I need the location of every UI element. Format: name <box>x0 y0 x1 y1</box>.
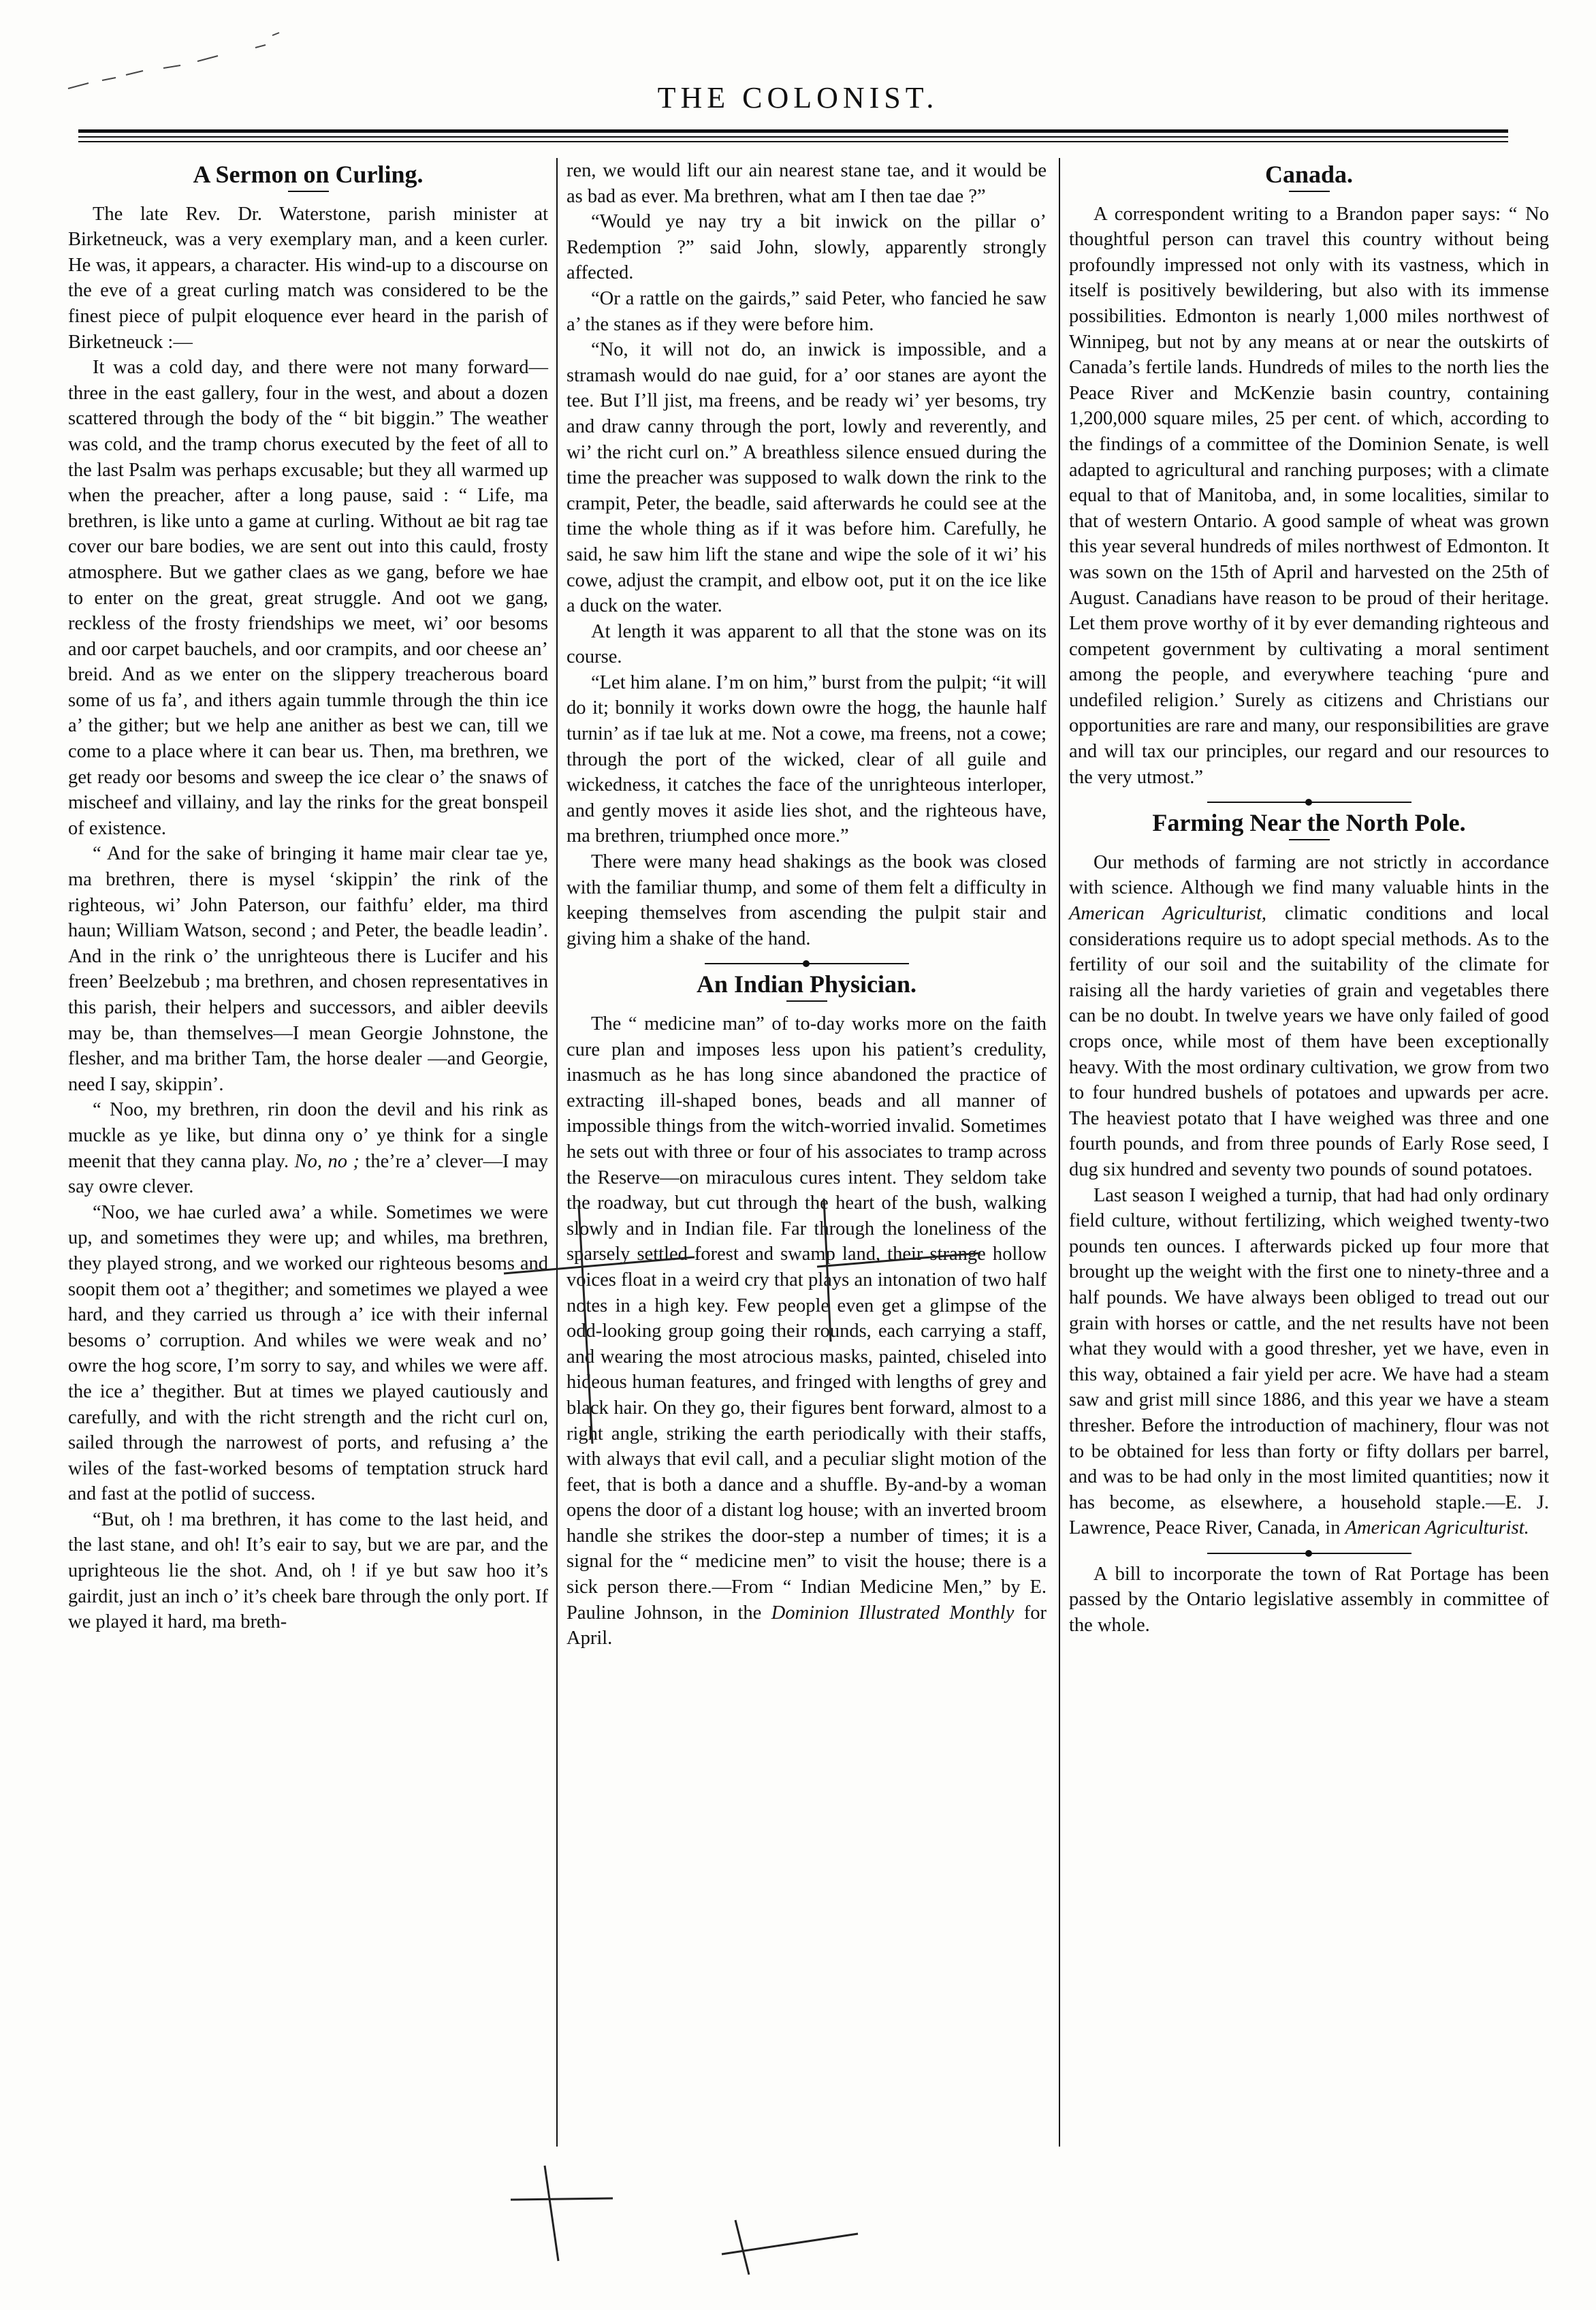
paragraph: There were many head shakings as the book was closed with the familiar thump, and some of them felt a difficulty in keeping themselves from ascending the pulpit stair and giving him a shake of the hand. <box>566 851 1047 949</box>
paragraph-text: Last season I weighed a turnip, that had had only ordinary field culture, without fertilizing, which weighed twenty-two pounds ten ounces. I afterwards picked up four more that brought up the weight with the first one to ninety-three and a half pounds. We have always been obliged to tread out our grain with horses or cattle, and the net results have not been what they would with a good thresher, yet we have, even in this way, obtained a fair yield per acre. We have had a steam saw and grist mill since 1886, and this year we have a steam thresher. Before the introduction of machinery, flour was not to be obtained for less than forty or fifty dollars per barrel, and was to be had only in the most limited quantities; now it has become, as elsewhere, a household staple.—E. J. Lawrence, Peace River, Canada, in <box>1069 1184 1549 1539</box>
article-title-canada: Canada. <box>1264 161 1354 188</box>
paragraph-text: the’re a’ clever—I may say owre clever. <box>68 1150 548 1198</box>
article-title-sermon-on-curling: A Sermon on Curling. <box>193 161 424 188</box>
paragraph-text: “ Noo, my brethren, rin doon the devil and his rink as muckle as ye like, but dinna ony o’ ye think for a single meenit that they canna play. <box>68 1099 548 1172</box>
column-divider-right <box>1059 158 1060 2147</box>
paragraph-text: Our methods of farming are not strictly in accordance with science. Although we find many valuable hints in the <box>1069 851 1549 899</box>
masthead-rule-third <box>78 141 1508 142</box>
masthead-title: THE COLONIST. <box>657 81 939 114</box>
paragraph: A bill to incorporate the town of Rat Portage has been passed by the Ontario legislative assembly in committee of the whole. <box>1069 1563 1549 1636</box>
paragraph: “Let him alane. I’m on him,” burst from the pulpit; “it will do it; bonnily it works down owre the hogg, the haunle half turnin’ as if tae luk at me. Not a cowe, ma freens, not a cowe; through the port of the wicked, clear of all guile and wickedness, it catches the face of the unrighteous interloper, and gently moves it aside lies shot, and the righteous have, ma brethren, triumphed once more.” <box>566 671 1047 847</box>
masthead-rule-top <box>78 129 1508 133</box>
paragraph: The late Rev. Dr. Waterstone, parish minister at Birketneuck, was a very exemplary man, and a keen curler. He was, it appears, a character. His wind-up to a discourse on the eve of a great curling match was considered to be the finest piece of pulpit eloquence ever heard in the parish of Birketneuck :— <box>68 203 548 353</box>
paragraph: At length it was apparent to all that the stone was on its course. <box>566 620 1047 668</box>
italic-text: American Agriculturist. <box>1345 1517 1529 1539</box>
paragraph-text: for April. <box>566 1602 1047 1649</box>
italic-text: No, no ; <box>294 1150 360 1172</box>
paragraph: “ And for the sake of bringing it hame mair clear tae ye, ma brethren, there is mysel ‘skippin’ the rink of the righteous, wi’ John Paterson, our faithfu’ elder, ma third haun; William Watson, second ; and Peter, the beadle leadin’. And in the rink o’ the unrighteous there is Lucifer and his freen’ Beelzebub ; ma brethren, and chosen representatives in this parish, their helpers and successors, and aibler deevils may be, than themselves—I mean Georgie Johnstone, the flesher, and ma brither Tam, the horse dealer —and Georgie, need I say, skippin’. <box>68 843 548 1095</box>
title-dash <box>1289 839 1330 840</box>
section-separator <box>705 962 909 965</box>
paragraph: A correspondent writing to a Brandon paper says: “ No thoughtful person can travel this country without being profoundly impressed not only with its vastness, which in itself is positively bewildering, but also with its immense possibilities. Edmonton is nearly 1,000 miles northwest of Winnipeg, but not by any means at or near the outskirts of Canada’s fertile lands. Hundreds of miles to the north lies the Peace River and McKenzie basin country, containing 1,200,000 square miles, 25 per cent. of which, according to the findings of a committee of the Dominion Senate, is well adapted to agricultural and ranching purposes; with a climate equal to that of Manitoba, and, in some localities, similar to that of western Ontario. A good sample of wheat was grown this year several hundreds of miles northwest of Edmonton. It was sown on the 15th of April and harvested on the 25th of August. Canadians have reason to be proud of their heritage. Let them prove worthy of it by ever demanding righteous and competent government by cultivating a moral sentiment among the people, and everywhere teaching ‘pure and undefiled religion.’ Surely as citizens and Christians our opportunities are rare and many, our responsibilities are grave and will tax our principles, our regard and our resources to the very utmost.” <box>1069 203 1549 788</box>
paragraph: ren, we would lift our ain nearest stane tae, and it would be as bad as ever. Ma brethren, what am I then tae dae ?” <box>566 160 1047 207</box>
pencil-cross-mark <box>436 1199 994 2288</box>
italic-text: American Agriculturist, <box>1069 903 1267 925</box>
column-right <box>1069 158 1549 1639</box>
section-separator <box>1207 1552 1411 1555</box>
paragraph <box>1069 1183 1549 1541</box>
title-dash <box>1289 191 1330 192</box>
paragraph <box>1069 850 1549 1183</box>
paragraph-text: climatic conditions and local considerations require us to adopt special methods. As to the fertility of our soil and the suitability of the climate for raising all the hardy varieties of grain and vegetables there can be no doubt. In twelve years we have only failed of good crops once, while most of them have been exceptionally heavy. With the most ordinary cultivation, we grow from two to four hundred bushels of potatoes and upwards per acre. The heaviest potato that I have weighed was three and one fourth pounds, and from three pounds of Early Rose seed, I dug six hundred and seventy two pounds of sound potatoes. <box>1069 903 1549 1180</box>
article-title-farming-near-north-pole: Farming Near the North Pole. <box>1152 809 1466 837</box>
paragraph: “Would ye nay try a bit inwick on the pillar o’ Redemption ?” said John, slowly, apparently strongly affected. <box>566 211 1047 284</box>
paragraph: “Or a rattle on the gairds,” said Peter, who fancied he saw a’ the stanes as if they were before him. <box>566 287 1047 335</box>
paragraph <box>68 1097 548 1199</box>
paragraph: “But, oh ! ma brethren, it has come to the last heid, and the last stane, and oh! It’s eair to say, but we are par, and the uprighteous lie the shot. And, oh ! if ye but saw hoo it’s gairdit, just an inch o’ it’s cheek bare through the only port. If we played it hard, ma breth- <box>68 1508 548 1633</box>
masthead-rule-bottom <box>78 136 1508 138</box>
paragraph: It was a cold day, and there were not many forward—three in the east gallery, four in the west, and about a dozen scattered through the body of the “ bit biggin.” The weather was cold, and the tramp chorus executed by the feet of all to the last Psalm was perhaps excusable; but they all warmed up when the preacher, after a long pause, said : “ Life, ma brethren, is like unto a game at curling. Without ae bit rag tae cover our bare bodies, we are sent out into this cauld, frosty atmosphere. But we gather claes as we gang, before we hae to enter on the great, great struggle. And oot we gang, reckless of the frosty friendships we meet, wi’ oor besoms and oor carpet bauchels, and oor crampits, and oor cheese an’ breid. And as we enter on the slippery treacherous board some of us fa’, and ithers again tummle through the thin ice a’ the gither; but we help ane anither as best we can, till we come to a place where it can bear us. Then, ma brethren, we get ready oor besoms and sweep the ice clear o’ the snaws of mischeef and villainy, and lay the rinks for the great bonspeil of existence. <box>68 357 548 839</box>
title-dash <box>786 1000 827 1002</box>
article-title-indian-physician: An Indian Physician. <box>696 970 917 998</box>
paragraph: “No, it will not do, an inwick is impossible, and a stramash would do nae guid, for a’ oor stanes are ayont the tee. But I’ll jist, ma freens, and be ready wi’ yer besoms, try and draw canny through the port, lowly and reverently, and wi’ the richt curl on.” A breathless silence ensued during the time the preacher was supposed to walk down the rink to the crampit, Peter, the beadle, said afterwards he could see at the time the whole thing as if it was before him. Carefully, he said, he saw him lift the stane and wipe the sole of it wi’ his cowe, adjust the crampit, and elbow oot, put it on the ice like a duck on the water. <box>566 339 1047 617</box>
paragraph-text: The “ medicine man” of to-day works more on the faith cure plan and imposes less upon his patient’s credulity, inasmuch as he has long since abandoned the practice of extracting ill-shaped bones, beads and all manner of impossible things from the witch-worried invalid. Sometimes he sets out with three or four of his associates to tramp across the Reserve—on miraculous cures intent. They seldom take the roadway, but cut through the heart of the bush, walking slowly and in Indian file. Far through the loneliness of the sparsely settled forest and swamp land, their strange hollow voices float in a weird cry that plays an intonation of two half notes in a high key. Few people even get a glimpse of the odd-looking group going their rounds, each carrying a staff, and wearing the most atrocious masks, painted, chiseled into hideous human features, and fringed with lengths of grey and black hair. On they go, their figures bent forward, almost to a right angle, striking the earth periodically with their staffs, with always that evil call, and a peculiar slight motion of the feet, that is both a dance and a shuffle. By-and-by a woman opens the door of a distant log house; with an inverted broom handle she strikes the door-step a number of times; it is a signal for the “ medicine men” to visit the house; there is a sick person there.—From “ Indian Medicine Men,” by E. Pauline Johnson, in the <box>566 1013 1047 1624</box>
title-dash <box>288 191 329 192</box>
paragraph: “Noo, we hae curled awa’ a while. Sometimes we were up, and sometimes they were up; and whiles, ma brethren, they played strong, and we worked our righteous besoms and soopit them oot a’ thegither; and sometimes we played a wee hard, and they carried us through a’ ice with their infernal besoms o’ corruption. And whiles we were weak and no’ owre the hog score, I’m sorry to say, and whiles we were aff. the ice a’ thegither. But at times we played cautiously and carefully, and with the richt strength and the richt curl on, sailed through the narrowest of ports, and refusing a’ the wiles of the fast-worked besoms of temptation struck hard and fast at the potlid of success. <box>68 1201 548 1505</box>
italic-text: Dominion Illustrated Monthly <box>771 1602 1015 1624</box>
section-separator <box>1207 801 1411 804</box>
